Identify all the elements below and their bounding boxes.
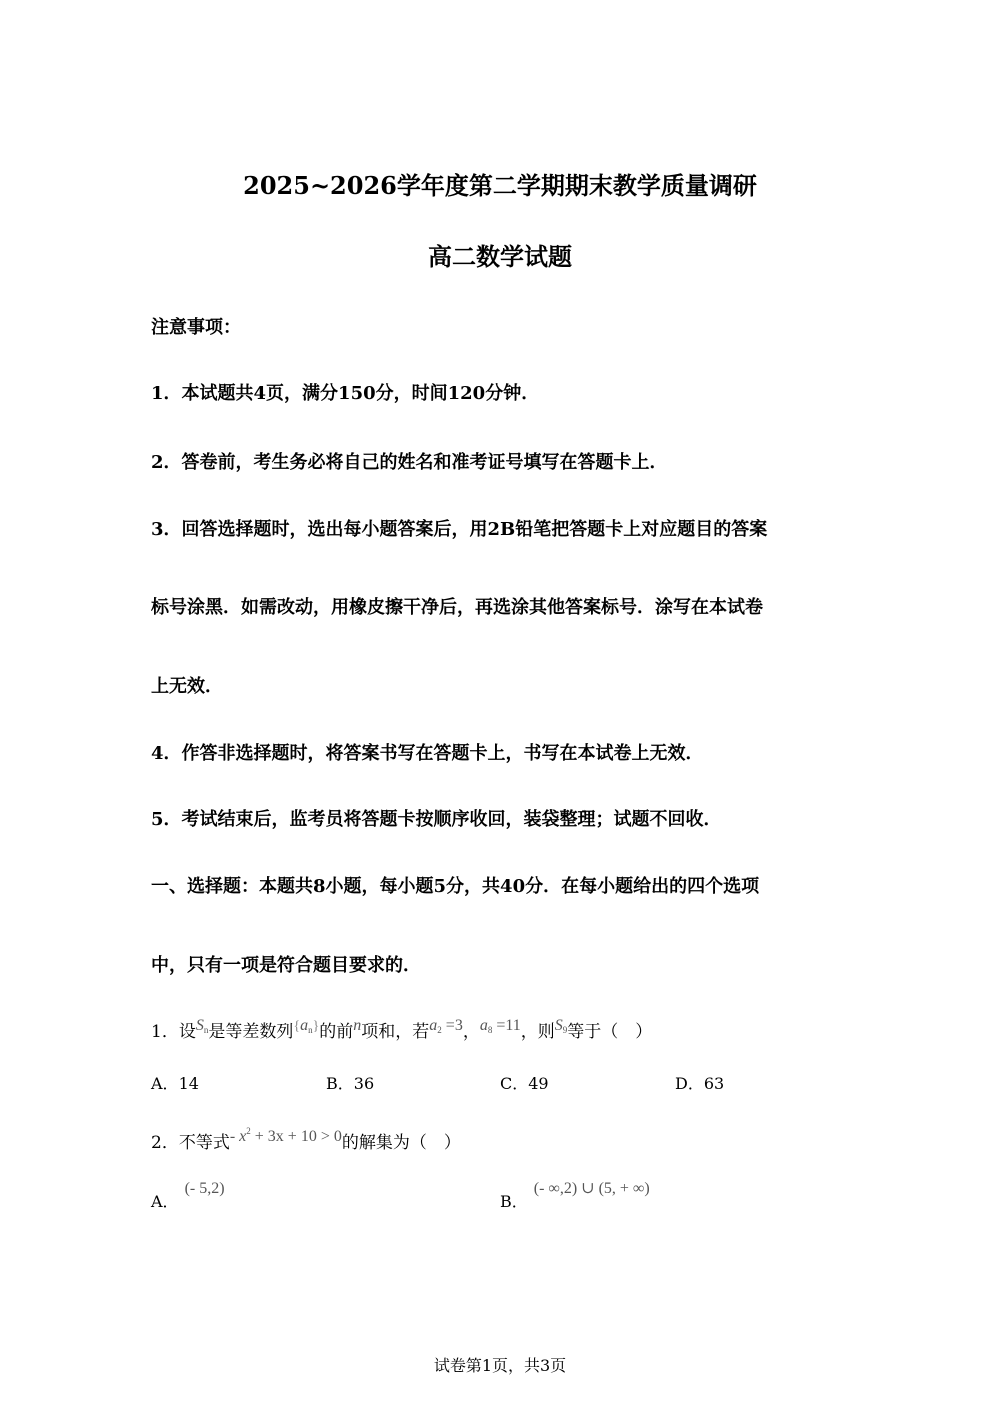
q1-option-c: C．49 [500,1074,549,1093]
q2-option-b: B．(- ∞,2) ∪ (5, + ∞) [500,1180,650,1211]
math-s-n: $S_n$ [195,1017,209,1035]
exam-subtitle: 高二数学试题 [428,242,572,271]
math-n: n [353,1017,362,1034]
question-1-number: 1．设 [151,1022,196,1042]
math-inequality: - $x^2 + 3x + 10 > 0$ [229,1126,342,1145]
notice-item-3-line-3: 上无效． [151,676,223,697]
notice-heading: 注意事项： [151,317,241,338]
section-heading-line-1: 一、选择题：本题共8小题，每小题5分，共40分．在每小题给出的四个选项 [151,876,760,897]
q1-option-d: D．63 [675,1074,725,1093]
question-1: 1．设$S_n$是等差数列$\{a_n\}$的前n项和，若$a_2 =3$，$a_8 =11$，则$S_9$等于（ ） [151,1017,653,1042]
notice-item-2: 2．答卷前，考生务必将自己的姓名和准考证号填写在答题卡上． [151,452,668,473]
math-seq-a-n: $\{a_n\}$ [293,1017,320,1035]
notice-item-5: 5．考试结束后，监考员将答题卡按顺序收回，装袋整理；试题不回收． [151,809,722,830]
notice-item-3-line-1: 3．回答选择题时，选出每小题答案后，用2B铅笔把答题卡上对应题目的答案 [151,519,768,540]
exam-title: 2025~2026学年度第二学期期末教学质量调研 [243,171,757,200]
math-s9: $S_9$ [554,1017,568,1035]
section-heading-line-2: 中，只有一项是符合题目要求的． [151,955,421,976]
q1-option-a: A．14 [151,1074,199,1093]
q1-option-b: B．36 [326,1074,375,1093]
notice-item-1: 1．本试题共4页，满分150分，时间120分钟． [151,383,540,404]
question-2: 2．不等式- $x^2 + 3x + 10 > 0$的解集为（ ） [151,1126,461,1153]
notice-item-3-line-2: 标号涂黑．如需改动，用橡皮擦干净后，再选涂其他答案标号．涂写在本试卷 [151,597,763,618]
notice-item-4: 4．作答非选择题时，将答案书写在答题卡上，书写在本试卷上无效． [151,743,704,764]
math-a8-eq: $a_8 =11$ [479,1017,521,1035]
q2-option-a: A．(- 5,2) [151,1180,225,1211]
page-footer: 试卷第1页，共3页 [433,1356,567,1375]
math-a2-eq: $a_2 =3$ [429,1017,463,1035]
question-2-number: 2．不等式 [151,1133,230,1153]
